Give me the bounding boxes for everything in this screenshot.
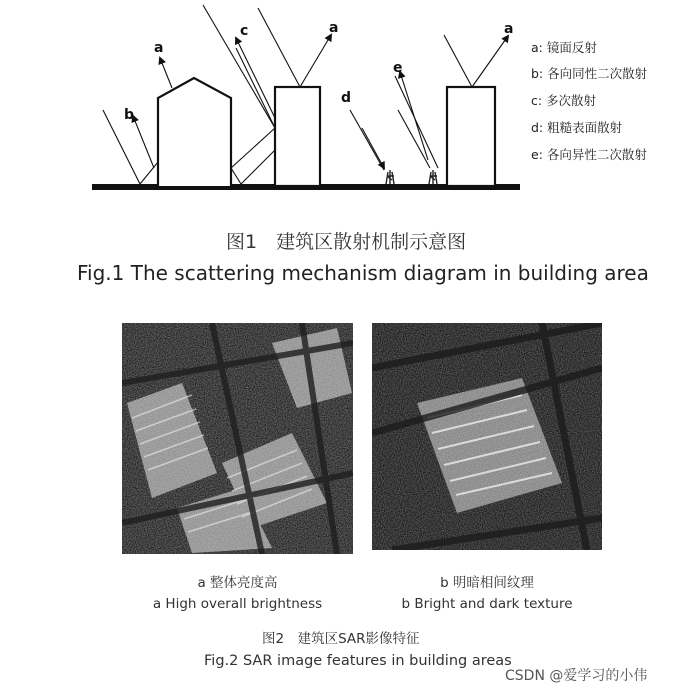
sar-image-b bbox=[372, 323, 602, 550]
arrow-label-e: e bbox=[393, 60, 403, 76]
ray-e-in2 bbox=[398, 110, 430, 168]
ray-c-1 bbox=[231, 128, 275, 168]
ray-e-out bbox=[400, 72, 428, 160]
arrow-label-d: d bbox=[341, 90, 352, 106]
arrow-label-a1: a bbox=[154, 40, 164, 56]
figure1-caption-cn: 图1 建筑区散射机制示意图 bbox=[226, 231, 467, 253]
ray-a3-in bbox=[444, 35, 472, 87]
arrow-label-c: c bbox=[240, 23, 249, 39]
ray-e-in bbox=[395, 76, 438, 168]
building-middle bbox=[275, 87, 320, 186]
ray-a2-in bbox=[258, 8, 300, 87]
ray-c-3 bbox=[241, 150, 275, 184]
ray-a1 bbox=[160, 58, 172, 88]
panel-b-label-en: b Bright and dark texture bbox=[401, 596, 573, 612]
legend-item-e: e: 各向异性二次散射 bbox=[531, 147, 647, 162]
panel-b-label-cn: b 明暗相间纹理 bbox=[440, 575, 534, 591]
ray-d-out bbox=[362, 128, 384, 168]
figure2-caption-en: Fig.2 SAR image features in building areas bbox=[204, 653, 512, 669]
arrow-label-a2: a bbox=[329, 20, 339, 36]
building-gabled bbox=[158, 78, 231, 186]
panel-a-label-cn: a 整体亮度高 bbox=[197, 575, 278, 591]
ray-b-out bbox=[133, 116, 154, 168]
legend-item-d: d: 粗糙表面散射 bbox=[531, 120, 623, 135]
legend-item-b: b: 各向同性二次散射 bbox=[531, 66, 648, 81]
ray-c-2 bbox=[231, 168, 241, 184]
ray-c-in2 bbox=[236, 48, 275, 128]
panel-a-label-en: a High overall brightness bbox=[152, 596, 323, 612]
legend-item-a: a: 镜面反射 bbox=[531, 40, 597, 55]
ray-a3-out bbox=[472, 36, 508, 87]
arrow-label-b: b bbox=[124, 107, 135, 123]
ray-d-in bbox=[350, 110, 384, 170]
arrow-label-a3: a bbox=[504, 21, 514, 37]
sar-image-a bbox=[122, 323, 353, 554]
legend-item-c: c: 多次散射 bbox=[531, 93, 597, 108]
ray-c-out bbox=[236, 38, 275, 118]
ray-b-mid bbox=[140, 162, 158, 184]
figure1-caption-en: Fig.1 The scattering mechanism diagram in building area bbox=[77, 261, 649, 285]
ray-b-in bbox=[103, 110, 140, 184]
ray-a2-out bbox=[300, 35, 331, 87]
csdn-watermark: CSDN @爱学习的小伟 bbox=[505, 668, 648, 684]
vegetation-tufts bbox=[386, 170, 437, 184]
building-right bbox=[447, 87, 495, 186]
figure2-caption-cn: 图2 建筑区SAR影像特征 bbox=[262, 631, 420, 647]
